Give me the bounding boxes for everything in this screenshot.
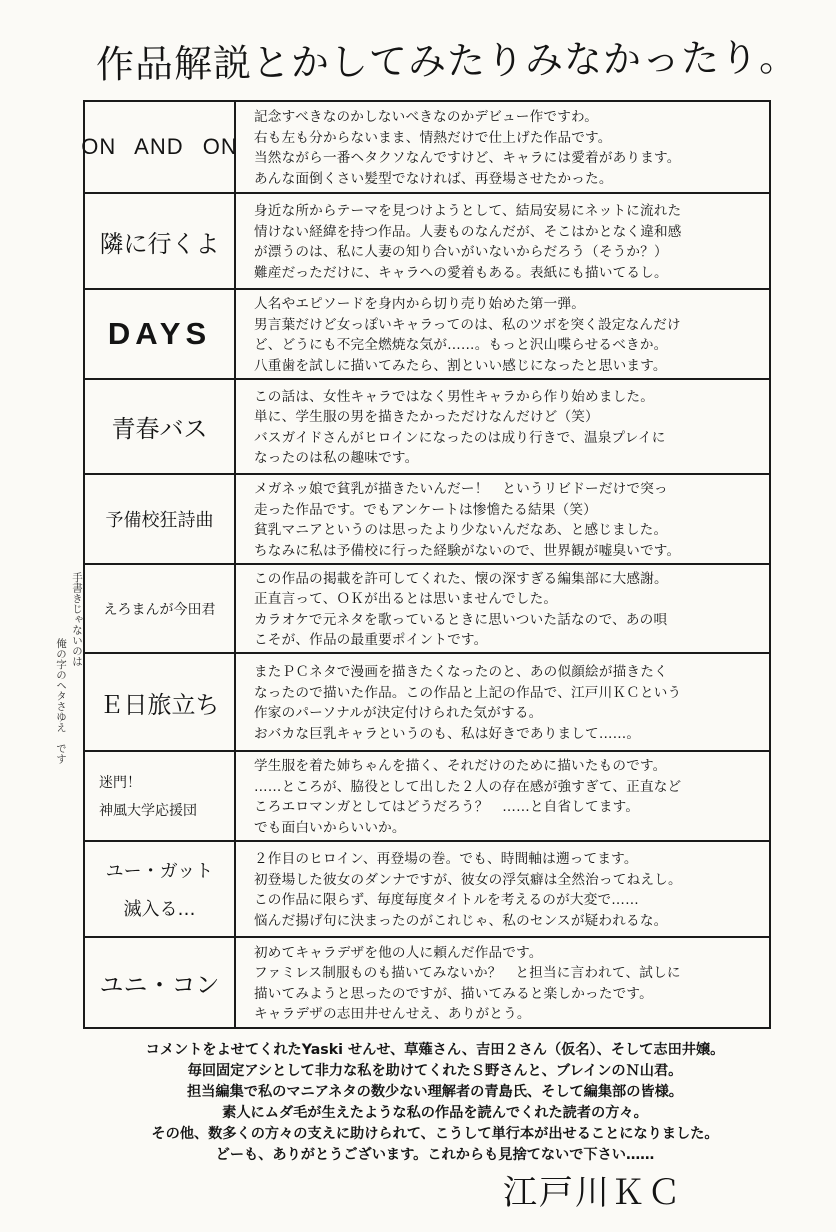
- acknowledgement-line: 素人にムダ毛が生えたような私の作品を読んでくれた読者の方々。: [222, 1105, 648, 1121]
- work-title-text: 予備校狂詩曲: [105, 510, 214, 531]
- work-title-text: ユニ・コン: [99, 971, 220, 999]
- description-line: なったのは私の趣味です。: [254, 450, 419, 466]
- handwritten-side-note: [50, 572, 94, 842]
- work-title: [85, 565, 236, 652]
- description-line: キャラデザの志田井せんせえ、ありがとう。: [254, 1006, 531, 1022]
- work-title-text: 迷門！: [99, 775, 141, 791]
- work-title-text: ON AND ON: [81, 134, 238, 159]
- acknowledgement-line: 担当編集で私のマニアネタの数少ない理解者の青島氏、そして編集部の皆様。: [187, 1084, 683, 1100]
- description-line: 単に、学生服の男を描きたかっただけなんだけど（笑）: [254, 409, 599, 425]
- description-line: おバカな巨乳キャラというのも、私は好きでありまして……。: [254, 725, 641, 742]
- description-line: 八重歯を試しに描いてみたら、割といい感じになったと思います。: [254, 357, 667, 374]
- description-line: でも面白いからいいか。: [254, 819, 406, 836]
- description-line: ちなみに私は予備校に行った経験がないので、世界観が嘘臭いです。: [254, 542, 681, 559]
- description-line: この作品に限らず、毎度毎度タイトルを考えるのが大変で……: [254, 892, 639, 908]
- description-line: バスガイドさんがヒロインになったのは成り行きで、温泉プレイに: [254, 429, 666, 446]
- work-row: [85, 652, 769, 750]
- author-signature: 江戸川ＫＣ: [503, 1173, 683, 1213]
- description-line: 初登場した彼女のダンナですが、彼女の浮気癖は全然治ってねえし。: [254, 871, 682, 888]
- work-title: [85, 752, 236, 840]
- work-description: [236, 654, 769, 750]
- work-row: [85, 840, 769, 936]
- description-line: この話は、女性キャラではなく男性キャラから作り始めました。: [254, 388, 655, 405]
- work-title: [85, 475, 236, 563]
- work-row: [85, 473, 769, 563]
- description-line: こそが、作品の最重要ポイントです。: [254, 632, 488, 648]
- description-line: ど、どうにも不完全燃焼な気が……。もっと沢山喋らせるべきか。: [254, 337, 668, 353]
- work-title-text: 隣に行くよ: [99, 229, 220, 258]
- work-title-text: Ｅ日旅立ち: [99, 690, 220, 719]
- work-title: [85, 290, 236, 378]
- description-line: 描いてみようと思ったのですが、描いてみると楽しかったです。: [254, 985, 653, 1002]
- page-title: 作品解説とかしてみたりみなかったり。: [95, 35, 799, 87]
- description-line: 男言葉だけど女っぽいキャラってのは、私のツボを突く設定なんだけ: [254, 316, 681, 333]
- description-line: メガネッ娘で貧乳が描きたいんだー！ というリビドーだけで突っ: [254, 481, 668, 497]
- work-title-text: えろまんが今田君: [103, 601, 216, 618]
- work-title-text: 青春バス: [111, 415, 208, 443]
- work-title: [81, 102, 238, 192]
- work-description: [236, 290, 769, 378]
- description-line: 情けない経緯を持つ作品。人妻ものなんだが、そこはかとなく違和感: [254, 223, 682, 240]
- work-description: [236, 752, 769, 840]
- work-description: [236, 938, 769, 1027]
- description-line: 初めてキャラデザを他の人に頼んだ作品です。: [254, 944, 543, 961]
- acknowledgement-line: どーも、ありがとうございます。これからも見捨てないで下さい……: [215, 1147, 655, 1163]
- work-title: [85, 938, 236, 1027]
- work-row: [85, 288, 769, 378]
- work-description: [236, 380, 769, 473]
- work-row: [85, 936, 769, 1027]
- acknowledgement-line: 毎回固定アシとして非力な私を助けてくれたＳ野さんと、ブレインのＮ山君。: [187, 1063, 683, 1079]
- work-title-text: 神風大学応援団: [99, 803, 197, 819]
- description-line: なったので描いた作品。この作品と上記の作品で、江戸川ＫＣという: [254, 684, 682, 701]
- work-title: [85, 380, 236, 473]
- description-line: 記念すべきなのかしないべきなのかデビュー作ですわ。: [254, 109, 599, 125]
- description-line: 走った作品です。でもアンケートは惨憺たる結果（笑）: [254, 501, 597, 518]
- work-title: [85, 194, 236, 288]
- work-description: [236, 565, 769, 652]
- description-line: この作品の掲載を許可してくれた、懐の深すぎる編集部に大感謝。: [254, 570, 668, 587]
- description-line: ころエロマンガとしてはどうだろう？ ……と自省してます。: [254, 799, 640, 815]
- work-description: [236, 475, 769, 563]
- side-note-line: 手書きじゃないのは: [71, 572, 83, 667]
- description-line: ファミレス制服ものも描いてみないか？ と担当に言われて、試しに: [254, 965, 681, 981]
- work-description: [236, 194, 769, 288]
- work-title: [85, 654, 236, 750]
- description-line: ２作目のヒロイン、再登場の巻。でも、時間軸は遡ってます。: [254, 851, 638, 867]
- description-line: ……ところが、脇役として出した２人の存在感が強すぎて、正直など: [254, 778, 682, 795]
- acknowledgements: [60, 1040, 810, 1166]
- work-description: [236, 102, 769, 192]
- acknowledgement-line: その他、数多くの方々の支えに助けられて、こうして単行本が出せることになりました。: [151, 1126, 719, 1142]
- work-title-text: DAYS: [107, 316, 212, 351]
- description-line: あんな面倒くさい髪型でなければ、再登場させたかった。: [254, 170, 613, 187]
- work-title-text: 滅入る…: [123, 899, 196, 920]
- description-line: 貧乳マニアというのは思ったより少ないんだなあ、と感じました。: [254, 522, 668, 538]
- description-line: 難産だっただけに、キャラへの愛着もある。表紙にも描いてるし。: [254, 264, 668, 281]
- description-line: 悩んだ揚げ句に決まったのがこれじゃ、私のセンスが疑われるな。: [254, 912, 668, 929]
- description-line: カラオケで元ネタを歌っているときに思いついた話なので、あの唄: [254, 611, 668, 628]
- description-line: 作家のパーソナルが決定付けられた気がする。: [254, 705, 543, 721]
- description-line: が漂うのは、私に人妻の知り合いがいないからだろう（そうか？）: [254, 244, 668, 260]
- work-row: [85, 378, 769, 473]
- work-row: [85, 563, 769, 652]
- description-line: 当然ながら一番ヘタクソなんですけど、キャラには愛着があります。: [254, 150, 681, 166]
- work-title-text: ユー・ガット: [105, 861, 214, 882]
- description-line: 正直言って、ＯＫが出るとは思いませんでした。: [254, 591, 558, 607]
- work-row: [81, 102, 769, 192]
- work-description: [236, 842, 769, 936]
- work-row: [85, 192, 769, 288]
- description-line: 右も左も分からないまま、情熱だけで仕上げた作品です。: [254, 129, 612, 146]
- description-line: またＰＣネタで漫画を描きたくなったのと、あの似顔絵が描きたく: [254, 664, 668, 680]
- work-row: [85, 750, 769, 840]
- description-line: 身近な所からテーマを見つけようとして、結局安易にネットに流れた: [254, 203, 682, 219]
- description-line: 人名やエピソードを身内から切り売り始めた第一弾。: [254, 296, 586, 312]
- acknowledgement-line: コメントをよせてくれたYaski せんせ、草薙さん、吉田２さん（仮名）、そして志田井嬢。: [145, 1042, 725, 1058]
- works-table: [83, 100, 771, 1029]
- work-title: [85, 842, 236, 936]
- side-note-line: 俺の字のヘタさゆえ です: [55, 638, 67, 764]
- description-line: 学生服を着た姉ちゃんを描く、それだけのために描いたものです。: [254, 758, 667, 774]
